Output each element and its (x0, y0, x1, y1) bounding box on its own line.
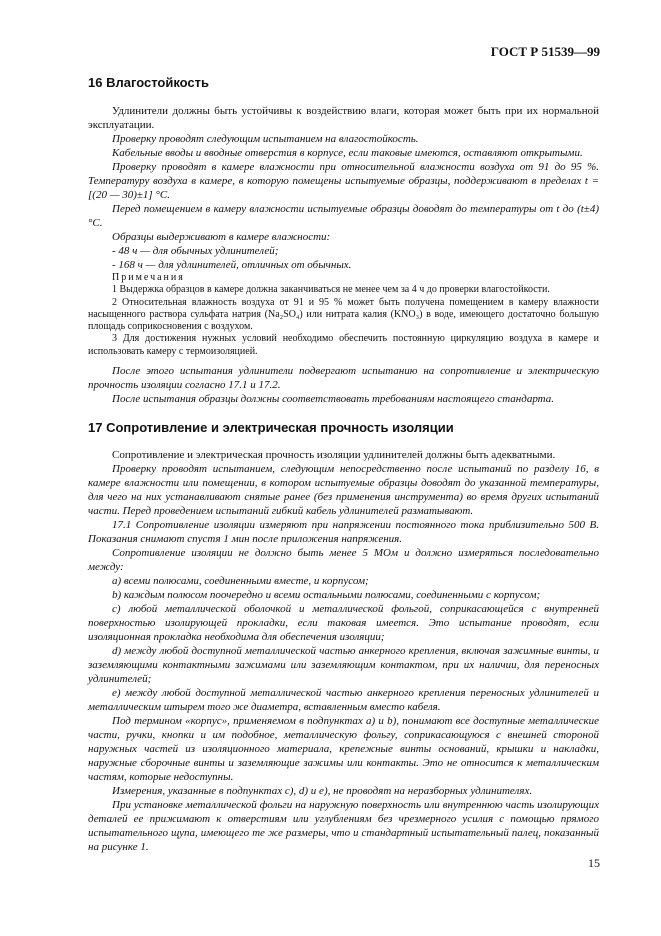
section-17-title: 17 Сопротивление и электрическая прочность изоляции (88, 420, 454, 436)
note: 2 Относительная влажность воздуха от 91 и 95 % может быть получена помещением в камеру влажности насыщенного раствора сульфата натрия (Na₂SO₄) или нитрата калия (KNO₃) в воде, имеющего достаточно большую площадь соприкосновения с воздухом. (88, 296, 599, 333)
note: 1 Выдержка образцов в камере должна заканчиваться не менее чем за 4 ч до проверки влагостойкости. (112, 284, 550, 296)
list-item: b) каждым полюсом поочередно и всеми остальными полюсами, соединенными с корпусом; (112, 589, 541, 602)
list-item: - 48 ч — для обычных удлинителей; (112, 245, 279, 257)
paragraph: Перед помещением в камеру влажности испытуемые образцы доводят до температуры от t до (t±4) °C. (88, 203, 599, 229)
list-item: d) между любой доступной металлической частью анкерного крепления, включая зажимные винты, и заземляющими контактными зажимами или заземляющим контактом, при их наличии, для переносных удлинителей; (88, 645, 599, 686)
paragraph: Под термином «корпус», применяемом в подпунктах a) и b), понимают все доступные металлические части, ручки, кнопки и им подобное, металлическую фольгу, соприкасающуюся с внешней стороной наружных частей из изоляционного материала, крепежные винты оснований, крышки и накладки, наружные сборочные винты и заземляющие зажимы или контакты. Это не относится к металлическим частям, которые недоступны. (88, 715, 599, 784)
document-id: ГОСТ Р 51539—99 (490, 44, 600, 59)
paragraph: При установке металлической фольги на наружную поверхность или внутреннюю часть изолирующих деталей ее прижимают к отверстиям или углублениям без чрезмерного усилия с помощью прямого испытательного щупа, имеющего те же размеры, что и стандартный испытательный палец, показанный на рисунке 1. (88, 799, 599, 854)
section-16-title: 16 Влагостойкость (88, 75, 210, 90)
list-item: c) любой металлической оболочкой и металлической фольгой, соприкасающейся с внутренней поверхностью изолирующей прокладки, если таковая имеется. Это испытание проводят, если изоляционная прокладка необходима для обеспечения изоляции; (88, 603, 599, 644)
paragraph: После этого испытания удлинители подвергают испытанию на сопротивление и электрическую прочность изоляции согласно 17.1 и 17.2. (88, 365, 599, 392)
page-content (88, 76, 599, 854)
page-number: 15 (588, 856, 600, 870)
paragraph: Образцы выдерживают в камере влажности: (112, 231, 331, 243)
list-item: a) всеми полюсами, соединенными вместе, и корпусом; (112, 575, 369, 588)
paragraph: Удлинители должны быть устойчивы к воздействию влаги, которая может быть при их нормальной эксплуатации. (88, 105, 599, 131)
notes-title: Примечания (112, 272, 185, 283)
note: 3 Для достижения нужных условий необходимо обеспечить постоянную циркуляцию воздуха в камере и использовать камеру с термоизоляцией. (88, 333, 599, 357)
paragraph: 17.1 Сопротивление изоляции измеряют при напряжении постоянного тока приблизительно 500 В. Показания снимают спустя 1 мин после приложения напряжения. (88, 519, 599, 546)
paragraph: После испытания образцы должны соответствовать требованиям настоящего стандарта. (112, 393, 555, 406)
paragraph: Проверку проводят следующим испытанием на влагостойкость. (112, 133, 419, 145)
paragraph: Сопротивление изоляции не должно быть менее 5 МОм и должно измеряться последовательно между: (88, 547, 599, 574)
paragraph: Проверку проводят в камере влажности при относительной влажности воздуха от 91 до 95 %. Температуру воздуха в камере, в которую помещены испытуемые образцы, поддерживают в пределах t = [(20 — 30)±1] °C. (88, 161, 599, 201)
paragraph: Кабельные вводы и вводные отверстия в корпусе, если таковые имеются, оставляют открытыми. (112, 147, 583, 159)
paragraph: Измерения, указанные в подпунктах c), d) и e), не проводят на неразборных удлинителях. (112, 785, 533, 798)
list-item: - 168 ч — для удлинителей, отличных от обычных. (112, 259, 352, 271)
list-item: e) между любой доступной металлической частью анкерного крепления переносных удлинителей и металлическим штырем того же диаметра, вставленным вместо кабеля. (88, 687, 599, 714)
paragraph: Сопротивление и электрическая прочность изоляции удлинителей должны быть адекватными. (112, 449, 556, 462)
paragraph: Проверку проводят испытанием, следующим непосредственно после испытаний по разделу 16, в камере влажности или помещении, в котором испытуемые образцы доводят до указанной температуры, для чего на них устанавливают снятые ранее (без применения инструмента) во время других испытаний части. Перед проведением испытаний гибкий кабель удлинителей разматывают. (88, 463, 599, 518)
